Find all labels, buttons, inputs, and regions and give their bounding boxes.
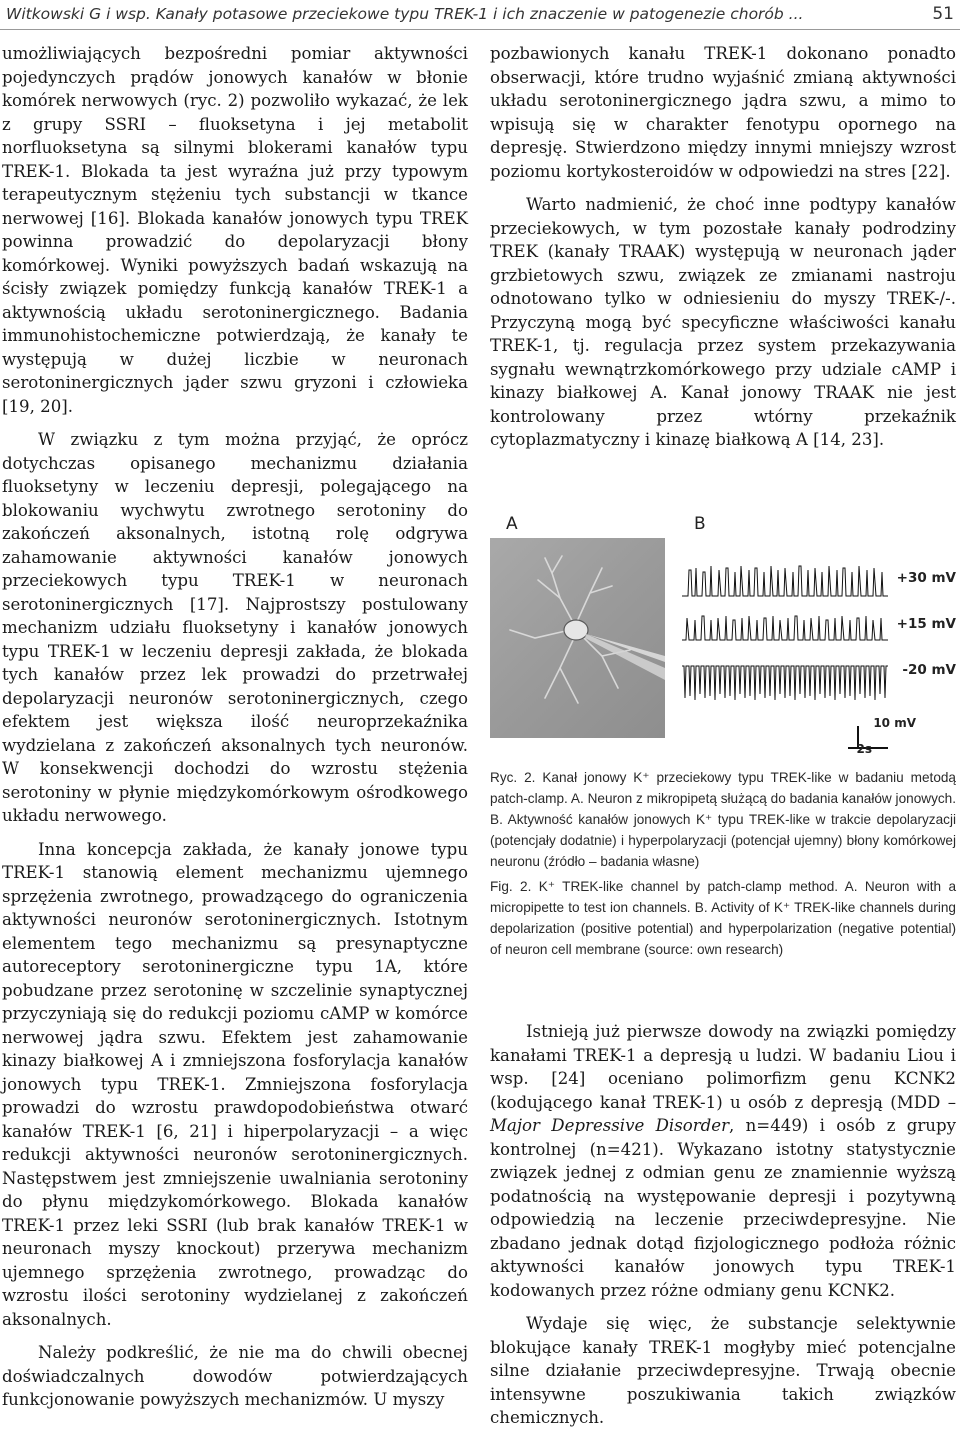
right-paragraph-3-part-1: Istnieją już pierwsze dowody na związki pomiędzy kanałami TREK-1 a depresją u ludzi. W badaniu Liou i wsp. [24] oceniano polimorfizm genu KCNK2 (kodującego kanał TREK-1) u osób z depresją (MDD – [490,1022,956,1112]
trace-label-plus30: +30 mV [896,570,956,586]
right-paragraph-3-part-2: , n=449) i osób z grupy kontrolnej (n=421). Wykazano istotny statystycznie związek jednej z odmian genu ze znamiennie wyższą podatnością na występowanie depresji i pozytywną odpowiedzią na leczenie przeciwdepresyjne. Nie zbadano jednak dotąd fizjologicznego podłoża różnic aktywności kanałów jonowych typu TREK-1 kodowanych przez różne odmiany genu KCNK2. [490,1116,956,1300]
right-paragraph-3-italic: Major Depressive Disorder [490,1116,730,1135]
scale-label-s: 2s [856,742,872,756]
running-header [6,0,954,28]
right-paragraph-4: Wydaje się więc, że substancje selektywnie blokujące kanały TREK-1 mogłyby mieć potencjalne silne działanie przeciwdepresyjne. Trwają obecnie intensywne poszukiwania takich związków chemicznych. [490,1314,956,1427]
running-title: Witkowski G i wsp. Kanały potasowe przeciekowe typu TREK-1 i ich znaczenie w patogenezie chorób ... [6,5,804,23]
right-paragraph-3 [490,1020,956,1302]
trace-label-minus20: -20 mV [902,662,956,678]
neuron-image [490,538,665,738]
figure-caption-english: Fig. 2. K⁺ TREK-like channel by patch-clamp method. A. Neuron with a micropipette to test ion channels. B. Activity of K⁺ TREK-like channels during depolarization (positive potential) and hyperpolarization (negative potential) of neuron cell membrane (source: own research) [490,879,956,957]
trace-label-plus15: +15 mV [896,616,956,632]
scale-label-mv: 10 mV [873,716,916,730]
traces-svg [680,548,890,763]
header-rule [0,29,960,30]
left-paragraph-4: Należy podkreślić, że nie ma do chwili obecnej doświadczalnych dowodów potwierdzających funkcjonowanie powyższych mechanizmów. U myszy [2,1343,468,1409]
left-column [2,42,468,1412]
right-column-top [490,42,956,452]
panel-a-label: A [506,514,518,534]
panel-b-label: B [694,514,706,534]
figure-caption-polish: Ryc. 2. Kanał jonowy K⁺ przeciekowy typu TREK-like w badaniu metodą patch-clamp. A. Neuron z mikropipetą służącą do badania kanałów jonowych. B. Aktywność kanałów jonowych K⁺ typu TREK-like w trakcie depolaryzacji (potencjały dodatnie) i hyperpolaryzacji (potencjał ujemny) błony komórkowej neuronu (źródło – badania własne) [490,770,956,869]
right-paragraph-1: pozbawionych kanału TREK-1 dokonano ponadto obserwacji, które trudno wyjaśnić zmianą aktywności układu serotoninergicznego jądra szwu, a mimo to wpisują się w charakter fenotypu opornego na depresję. Stwierdzono między innymi mniejszy wzrost poziomu kortykosteroidów w odpowiedzi na stres [22]. [490,44,956,181]
right-column-bottom [490,1020,956,1430]
left-paragraph-3: Inna koncepcja zakłada, że kanały jonowe typu TREK-1 stanowią element mechanizmu ujemnego sprzężenia zwrotnego, prowadzącego do ograniczenia aktywności neuronów serotoninergicznych. Istotnym elementem tego mechanizmu są presynaptyczne autoreceptory serotoninergiczne typu 1A, które pobudzane przez serotoninę w szczelinie synaptycznej przyczyniają się do redukcji poziomu cAMP w komórce nerwowej jądra szwu. Efektem jest zahamowanie kinazy białkowej A i zmniejszona fosforylacja kanałów jonowych typu TREK-1. Zmniejszona fosforylacja prowadzi do wzrostu prawdopodobieństwa otwarć kanałów TREK-1 [6, 21] i hiperpolaryzacji – a więc redukcji aktywności neuronów serotoninergicznych. Następstwem jest zmniejszenie uwalniania serotoniny do płynu międzykomórkowego. Blokada kanałów TREK-1 przez leki SSRI (lub brak kanałów TREK-1 w neuronach myszy knockout) przerywa mechanizm ujemnego sprzężenia zwrotnego, prowadząc do wzrostu ilości serotoniny wydzielanej z zakończeń aksonalnych. [2,839,468,1329]
left-paragraph-1: umożliwiających bezpośredni pomiar aktywności pojedynczych prądów jonowych kanałów w błonie komórek nerwowych (ryc. 2) pozwoliło wykazać, że lek z grupy SSRI – fluoksetyna i jej metabolit norfluoksetyna są silnymi blokerami kanałów typu TREK-1. Blokada ta jest wyraźna już przy typowym terapeutycznym stężeniu tych substancji w tkance nerwowej [16]. Blokada kanałów jonowych typu TREK powinna prowadzić do depolaryzacji błony komórkowej. Wyniki powyższych badań wskazują na ścisły związek pomiędzy funkcją kanałów TREK-1 a aktywnością układu serotoninergicznego. Badania immunohistochemiczne potwierdzają, że kanały te występują w dużej liczbie w neuronach serotoninergicznych jąder szwu gryzoni i człowieka [19, 20]. [2,44,468,416]
neuron-micrograph [490,538,665,738]
figure-2 [490,508,956,758]
page-number: 51 [932,4,954,24]
channel-activity-traces [680,548,956,763]
left-paragraph-2: W związku z tym można przyjąć, że oprócz dotychczas opisanego mechanizmu działania fluoksetyny w leczeniu depresji, polegającego na blokowaniu wychwytu zwrotnego serotoniny do zakończeń aksonalnych, istotną rolę odgrywa zahamowanie aktywności kanałów jonowych przeciekowych typu TREK-1 w neuronach serotoninergicznych [17]. Najprostszy postulowany mechanizm udziału fluoksetyny i kanałów jonowych typu TREK-1 w leczeniu depresji zakłada, że blokada tych kanałów przez lek prowadzi do przetrwałej depolaryzacji neuronów serotoninergicznych, czego efektem jest większa ilość neuroprzekaźnika wydzielana z zakończeń aksonalnych tych neuronów. W konsekwencji dochodzi do wzrostu stężenia serotoniny w płynie międzykomórkowym ośrodkowego układu nerwowego. [2,430,468,825]
right-paragraph-2: Warto nadmienić, że choć inne podtypy kanałów przeciekowych, w tym pozostałe kanały podrodziny TREK (kanały TRAAK) występują w neuronach jąder grzbietowych szwu, związek ze zmianami nastroju odnotowano tylko w odniesieniu do myszy TREK-/-. Przyczyną mogą być specyficzne właściwości kanału TREK-1, tj. regulacja przez system przekazywania sygnału wewnątrzkomórkowego przy udziale cAMP i kinazy białkowej A. Kanał jonowy TRAAK nie jest kontrolowany przez wtórny przekaźnik cytoplazmatyczny i kinazę białkową A [14, 23]. [490,195,956,449]
